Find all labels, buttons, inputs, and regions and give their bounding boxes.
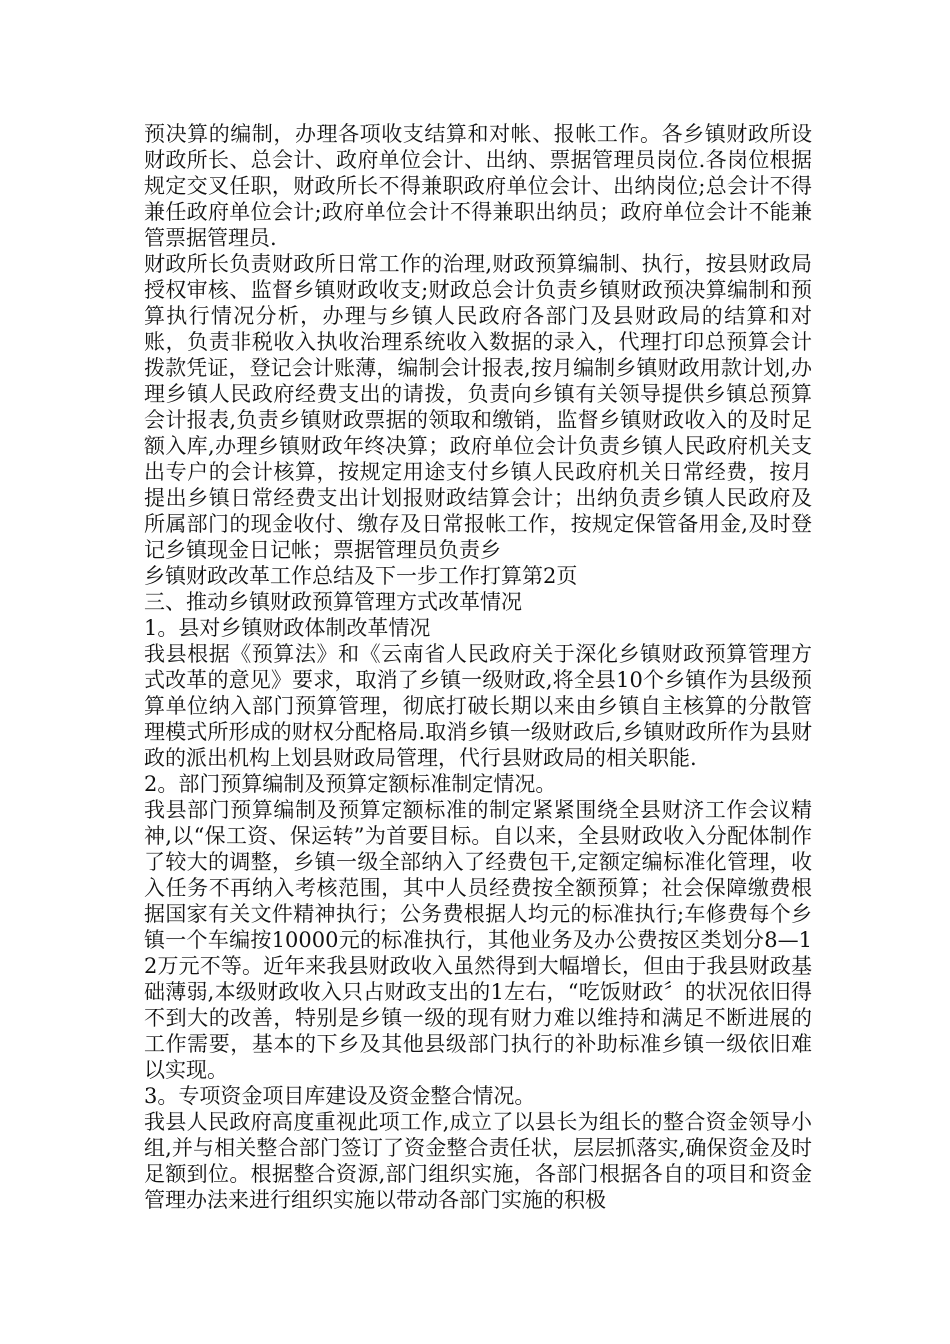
document-body [144,121,812,1213]
paragraph-duties-intro: 预决算的编制，办理各项收支结算和对帐、报帐工作。各乡镇财政所设财政所长、总会计、政府单位会计、出纳、票据管理员岗位.各岗位根据规定交叉任职，财政所长不得兼职政府单位会计、出纳岗位;总会计不得兼任政府单位会计;政府单位会计不得兼职出纳员；政府单位会计不能兼管票据管理员. [144,122,812,250]
paragraph-duties-detail: 财政所长负责财政所日常工作的治理,财政预算编制、执行，按县财政局授权审核、监督乡镇财政收支;财政总会计负责乡镇财政预决算编制和预算执行情况分析，办理与乡镇人民政府各部门及县财政局的结算和对账，负责非税收入执收治理系统收入数据的录入，代理打印总预算会计拨款凭证，登记会计账薄，编制会计报表,按月编制乡镇财政用款计划,办理乡镇人民政府经费支出的请拨，负责向乡镇有关领导提供乡镇总预算会计报表,负责乡镇财政票据的领取和缴销，监督乡镇财政收入的及时足额入库,办理乡镇财政年终决算；政府单位会计负责乡镇人民政府机关支出专户的会计核算，按规定用途支付乡镇人民政府机关日常经费，按月提出乡镇日常经费支出计划报财政结算会计；出纳负责乡镇人民政府及所属部门的现金收付、缴存及日常报帐工作，按规定保管备用金,及时登记乡镇现金日记帐；票据管理员负责乡 [144,252,812,562]
page-title-line: 乡镇财政改革工作总结及下一步工作打算第2页 [144,564,578,588]
paragraph-special-funds: 我县人民政府高度重视此项工作,成立了以县长为组长的整合资金领导小组,并与相关整合部门签订了资金整合责任状，层层抓落实,确保资金及时足额到位。根据整合资源,部门组织实施，各部门根据各自的项目和资金管理办法来进行组织实施以带动各部门实施的积极 [144,1110,812,1212]
subsection-heading-3: 3。专项资金项目库建设及资金整合情况。 [144,1084,536,1108]
subsection-heading-1: 1。县对乡镇财政体制改革情况 [144,616,431,640]
paragraph-budget-standards: 我县部门预算编制及预算定额标准的制定紧紧围绕全县财济工作会议精神,以“保工资、保运转”为首要目标。自以来，全县财政收入分配体制作了较大的调整，乡镇一级全部纳入了经费包干,定额定编标准化管理，收入任务不再纳入考核范围，其中人员经费按全额预算；社会保障缴费根据国家有关文件精神执行；公务费根据人均元的标准执行;车修费每个乡镇一个车编按10000元的标准执行，其他业务及办公费按区类划分8—12万元不等。近年来我县财政收入虽然得到大幅增长，但由于我县财政基础薄弱,本级财政收入只占财政支出的1左右，“吃饭财政〞的状况依旧得不到大的改善，特别是乡镇一级的现有财力难以维持和满足不断进展的工作需要，基本的下乡及其他县级部门执行的补助标准乡镇一级依旧难以实现。 [144,798,812,1082]
section-heading-3: 三、推动乡镇财政预算管理方式改革情况 [144,590,522,614]
paragraph-system-reform: 我县根据《预算法》和《云南省人民政府关于深化乡镇财政预算管理方式改革的意见》要求，取消了乡镇一级财政,将全县10个乡镇作为县级预算单位纳入部门预算管理，彻底打破长期以来由乡镇自主核算的分散管理模式所形成的财权分配格局.取消乡镇一级财政后,乡镇财政所作为县财政的派出机构上划县财政局管理，代行县财政局的相关职能. [144,642,812,770]
subsection-heading-2: 2。部门预算编制及预算定额标准制定情况。 [144,772,557,796]
